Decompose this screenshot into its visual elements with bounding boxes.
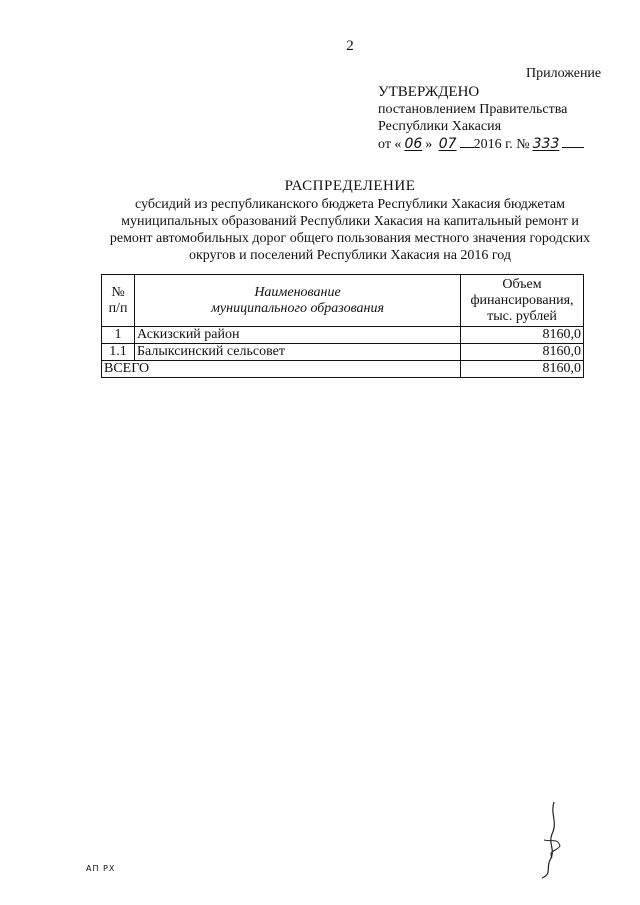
row-number: 1.1 bbox=[102, 344, 135, 361]
header-amount bbox=[461, 275, 584, 327]
subtitle-line: субсидий из республиканского бюджета Республики Хакасия бюджетам bbox=[135, 197, 565, 212]
header-amount-line-2: финансирования, bbox=[470, 292, 574, 308]
handwritten-month: 07 bbox=[438, 136, 457, 152]
appendix-label: Приложение bbox=[526, 66, 602, 81]
subtitle-line: муниципальных образований Республики Хакасия на капитальный ремонт и bbox=[121, 214, 579, 229]
table-total-row bbox=[102, 361, 584, 378]
header-amount-line-1: Объем bbox=[502, 276, 542, 292]
page-number: 2 bbox=[346, 38, 354, 54]
row-name: Аскизский район bbox=[135, 327, 461, 344]
approval-line-1: постановлением Правительства bbox=[378, 102, 568, 117]
document-subtitle bbox=[100, 196, 600, 264]
subtitle-line: ремонт автомобильных дорог общего пользования местного значения городских bbox=[109, 231, 591, 246]
total-label: ВСЕГО bbox=[102, 361, 461, 378]
total-amount: 8160,0 bbox=[461, 361, 584, 378]
header-name bbox=[135, 275, 461, 327]
blank-line bbox=[460, 135, 474, 148]
blank-line bbox=[562, 135, 584, 148]
distribution-table bbox=[101, 274, 584, 378]
date-mid: » bbox=[425, 137, 433, 152]
header-amount-line-3: тыс. рублей bbox=[487, 308, 557, 324]
approval-line-2: Республики Хакасия bbox=[378, 119, 502, 134]
date-prefix: от « bbox=[378, 137, 402, 152]
handwritten-number: 333 bbox=[532, 136, 560, 152]
approval-heading: УТВЕРЖДЕНО bbox=[378, 84, 480, 100]
table-header-row bbox=[102, 275, 584, 327]
header-number-line-2: п/п bbox=[108, 300, 128, 316]
footer-code: АП РХ bbox=[86, 864, 116, 873]
header-name-line-2: муниципального образования bbox=[210, 300, 385, 316]
handwritten-day: 06 bbox=[404, 136, 423, 152]
approval-block bbox=[378, 84, 584, 153]
header-number-line-1: № bbox=[111, 284, 125, 300]
signature-mark bbox=[532, 800, 568, 880]
row-number: 1 bbox=[102, 327, 135, 344]
subtitle-line: округов и поселений Республики Хакасия на 2016 год bbox=[188, 248, 512, 263]
row-name: Балыксинский сельсовет bbox=[135, 344, 461, 361]
header-number bbox=[102, 275, 135, 327]
resolution-date-line bbox=[378, 135, 584, 153]
number-prefix: № bbox=[516, 137, 530, 152]
row-amount: 8160,0 bbox=[461, 344, 584, 361]
row-amount: 8160,0 bbox=[461, 327, 584, 344]
table-row bbox=[102, 344, 584, 361]
document-title: РАСПРЕДЕЛЕНИЕ bbox=[284, 178, 416, 194]
year-text: 2016 г. bbox=[473, 137, 513, 152]
header-name-line-1: Наименование bbox=[254, 284, 341, 300]
table-row bbox=[102, 327, 584, 344]
